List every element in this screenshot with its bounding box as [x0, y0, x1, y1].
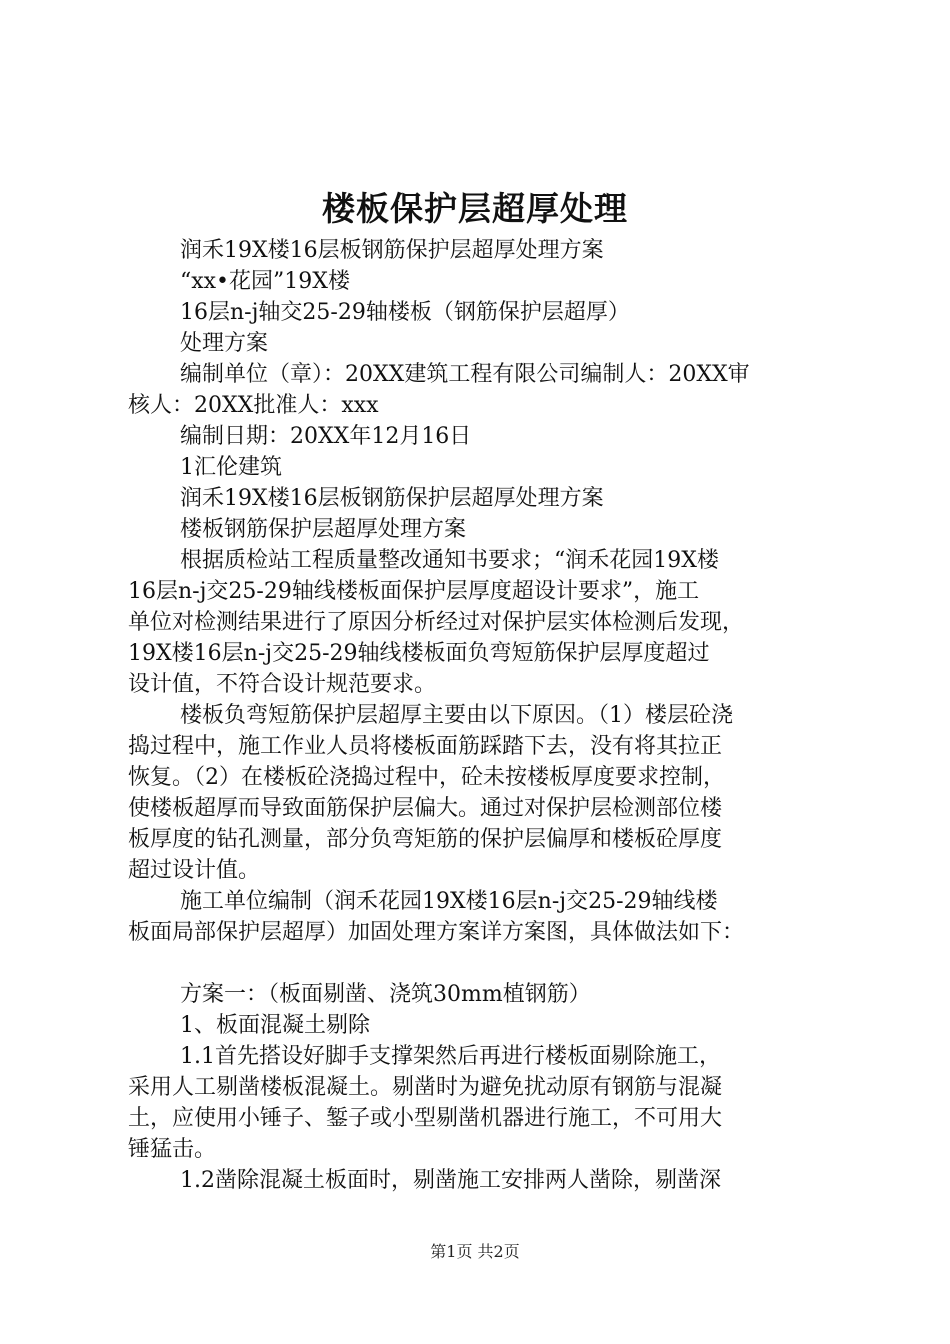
- blank-line: [128, 948, 836, 979]
- text-line: 16层n-j交25-29轴线楼板面保护层厚度超设计要求”，施工: [128, 579, 700, 604]
- text-line: 方案一：（板面剔凿、浇筑30mm植钢筋）: [180, 982, 591, 1007]
- text-line: 使楼板超厚而导致面筋保护层偏大。通过对保护层检测部位楼: [128, 796, 723, 821]
- text-line: 16层n-j轴交25-29轴楼板（钢筋保护层超厚）: [180, 300, 630, 325]
- text-line: 润禾19X楼16层板钢筋保护层超厚处理方案: [180, 238, 604, 263]
- text-line: 施工单位编制（润禾花园19X楼16层n-j交25-29轴线楼: [180, 889, 718, 914]
- document-body: [128, 235, 836, 1196]
- text-line: 19X楼16层n-j交25-29轴线楼板面负弯短筋保护层厚度超过: [128, 641, 710, 666]
- text-line: 1汇伦建筑: [180, 455, 282, 480]
- text-line: 1.1首先搭设好脚手支撑架然后再进行楼板面剔除施工，: [180, 1044, 721, 1069]
- text-line: 单位对检测结果进行了原因分析经过对保护层实体检测后发现，: [128, 610, 745, 635]
- text-line: 设计值，不符合设计规范要求。: [128, 672, 437, 697]
- text-line: 处理方案: [180, 331, 269, 356]
- text-line: 1.2凿除混凝土板面时，剔凿施工安排两人凿除，剔凿深: [180, 1168, 721, 1193]
- text-line: 板厚度的钻孔测量，部分负弯矩筋的保护层偏厚和楼板砼厚度: [128, 827, 723, 852]
- text-line: 土，应使用小锤子、錾子或小型剔凿机器进行施工，不可用大: [128, 1106, 723, 1131]
- text-line: 锤猛击。: [128, 1137, 217, 1162]
- text-line: “xx•花园”19X楼: [180, 269, 350, 294]
- text-line: 捣过程中，施工作业人员将楼板面筋踩踏下去，没有将其拉正: [128, 734, 723, 759]
- text-line: 楼板钢筋保护层超厚处理方案: [180, 517, 467, 542]
- text-line: 1、板面混凝土剔除: [180, 1013, 370, 1038]
- text-line: 超过设计值。: [128, 858, 261, 883]
- text-line: 编制单位（章）：20XX建筑工程有限公司编制人：20XX审: [180, 362, 750, 387]
- document-title: 楼板保护层超厚处理: [322, 189, 628, 228]
- text-line: 板面局部保护层超厚）加固处理方案详方案图，具体做法如下：: [128, 920, 745, 945]
- text-line: 润禾19X楼16层板钢筋保护层超厚处理方案: [180, 486, 604, 511]
- text-line: 核人：20XX批准人：xxx: [128, 393, 379, 418]
- text-line: 恢复。（2）在楼板砼浇捣过程中，砼未按楼板厚度要求控制，: [128, 765, 725, 790]
- text-line: 采用人工剔凿楼板混凝土。剔凿时为避免扰动原有钢筋与混凝: [128, 1075, 723, 1100]
- text-line: 楼板负弯短筋保护层超厚主要由以下原因。（1）楼层砼浇: [180, 703, 733, 728]
- page-number: 第1页 共2页: [430, 1242, 520, 1261]
- text-line: 编制日期：20XX年12月16日: [180, 424, 472, 449]
- text-line: 根据质检站工程质量整改通知书要求；“润禾花园19X楼: [180, 548, 719, 573]
